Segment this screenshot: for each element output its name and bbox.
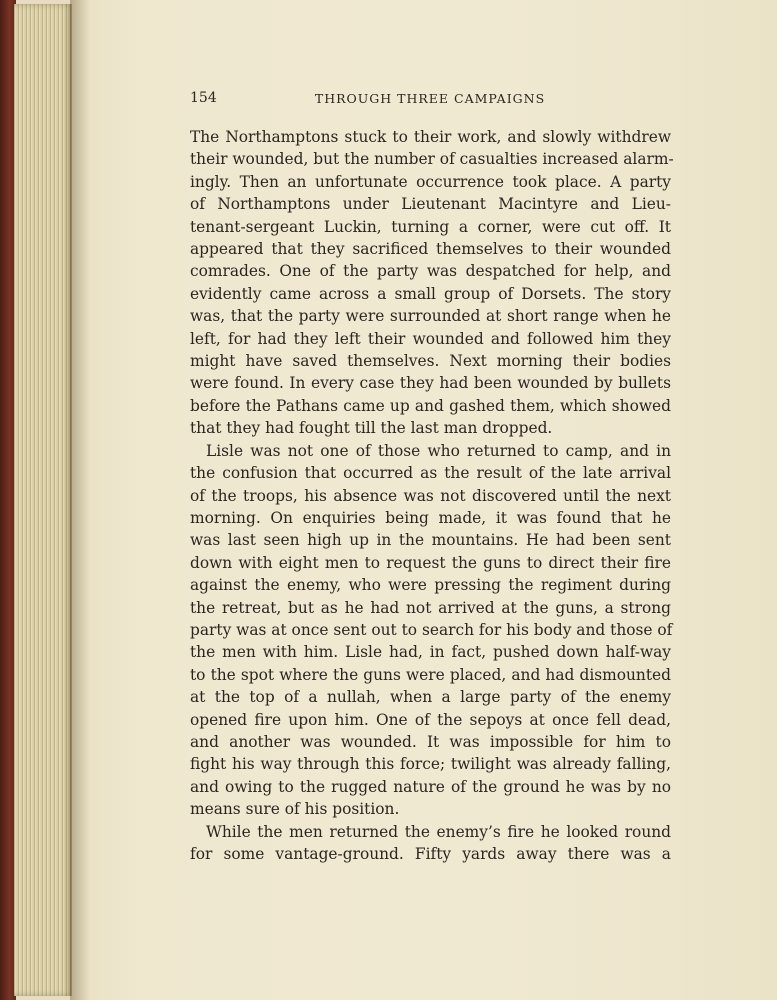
text-line: means sure of his position. bbox=[190, 800, 400, 819]
text-line: the retreat, but as he had not arrived at the guns, a strong bbox=[190, 598, 671, 617]
text-line: appeared that they sacrificed themselves to their wounded bbox=[190, 240, 671, 259]
text-line: to the spot where the guns were placed, and had dismounted bbox=[190, 665, 671, 684]
text-line: against the enemy, who were pressing the regiment during bbox=[190, 576, 671, 595]
text-line: Lisle was not one of those who returned to camp, and in bbox=[206, 441, 671, 460]
text-line: might have saved themselves. Next morning their bodies bbox=[190, 352, 671, 371]
text-line: The Northamptons stuck to their work, and slowly withdrew bbox=[190, 128, 671, 146]
text-line: and owing to the rugged nature of the ground he was by no bbox=[190, 777, 671, 796]
text-line: ingly. Then an unfortunate occurrence took place. A party bbox=[190, 172, 671, 191]
text-line: of Northamptons under Lieutenant Macintyre and Lieu- bbox=[190, 195, 671, 214]
text-line: party was at once sent out to search for his body and those of bbox=[190, 620, 673, 639]
running-title: THROUGH THREE CAMPAIGNS bbox=[314, 91, 546, 106]
text-line: and another was wounded. It was impossible for him to bbox=[190, 732, 671, 751]
text-line: While the men returned the enemy’s fire he looked round bbox=[206, 822, 671, 841]
text-line: of the troops, his absence was not discovered until the next bbox=[190, 486, 671, 505]
text-line: at the top of a nullah, when a large party of the enemy bbox=[190, 688, 671, 707]
page-gutter-shadow bbox=[70, 0, 90, 1000]
body-text bbox=[190, 126, 674, 865]
text-line: opened fire upon him. One of the sepoys at once fell dead, bbox=[190, 710, 671, 729]
text-line: evidently came across a small group of Dorsets. The story bbox=[190, 284, 671, 303]
text-line: the men with him. Lisle had, in fact, pushed down half-way bbox=[190, 643, 671, 662]
text-line: that they had fought till the last man dropped. bbox=[190, 419, 553, 438]
text-line: their wounded, but the number of casualties increased alarm- bbox=[190, 150, 674, 169]
text-line: before the Pathans came up and gashed them, which showed bbox=[190, 396, 671, 415]
text-line: fight his way through this force; twilight was already falling, bbox=[190, 755, 671, 774]
text-line: were found. In every case they had been wounded by bullets bbox=[190, 374, 671, 393]
page-edges bbox=[14, 4, 72, 996]
text-line: was last seen high up in the mountains. He had been sent bbox=[190, 531, 671, 550]
page-header bbox=[190, 90, 670, 110]
text-line: was, that the party were surrounded at short range when he bbox=[190, 307, 671, 326]
text-line: morning. On enquiries being made, it was found that he bbox=[190, 508, 671, 527]
text-line: the confusion that occurred as the result of the late arrival bbox=[190, 464, 671, 483]
text-line: down with eight men to request the guns to direct their fire bbox=[190, 553, 671, 572]
text-line: tenant-sergeant Luckin, turning a corner, were cut off. It bbox=[190, 217, 671, 236]
text-line: for some vantage-ground. Fifty yards away there was a bbox=[190, 845, 671, 863]
page-number: 154 bbox=[190, 90, 217, 106]
text-line: left, for had they left their wounded and followed him they bbox=[190, 329, 671, 348]
text-line: comrades. One of the party was despatched for help, and bbox=[190, 262, 671, 281]
